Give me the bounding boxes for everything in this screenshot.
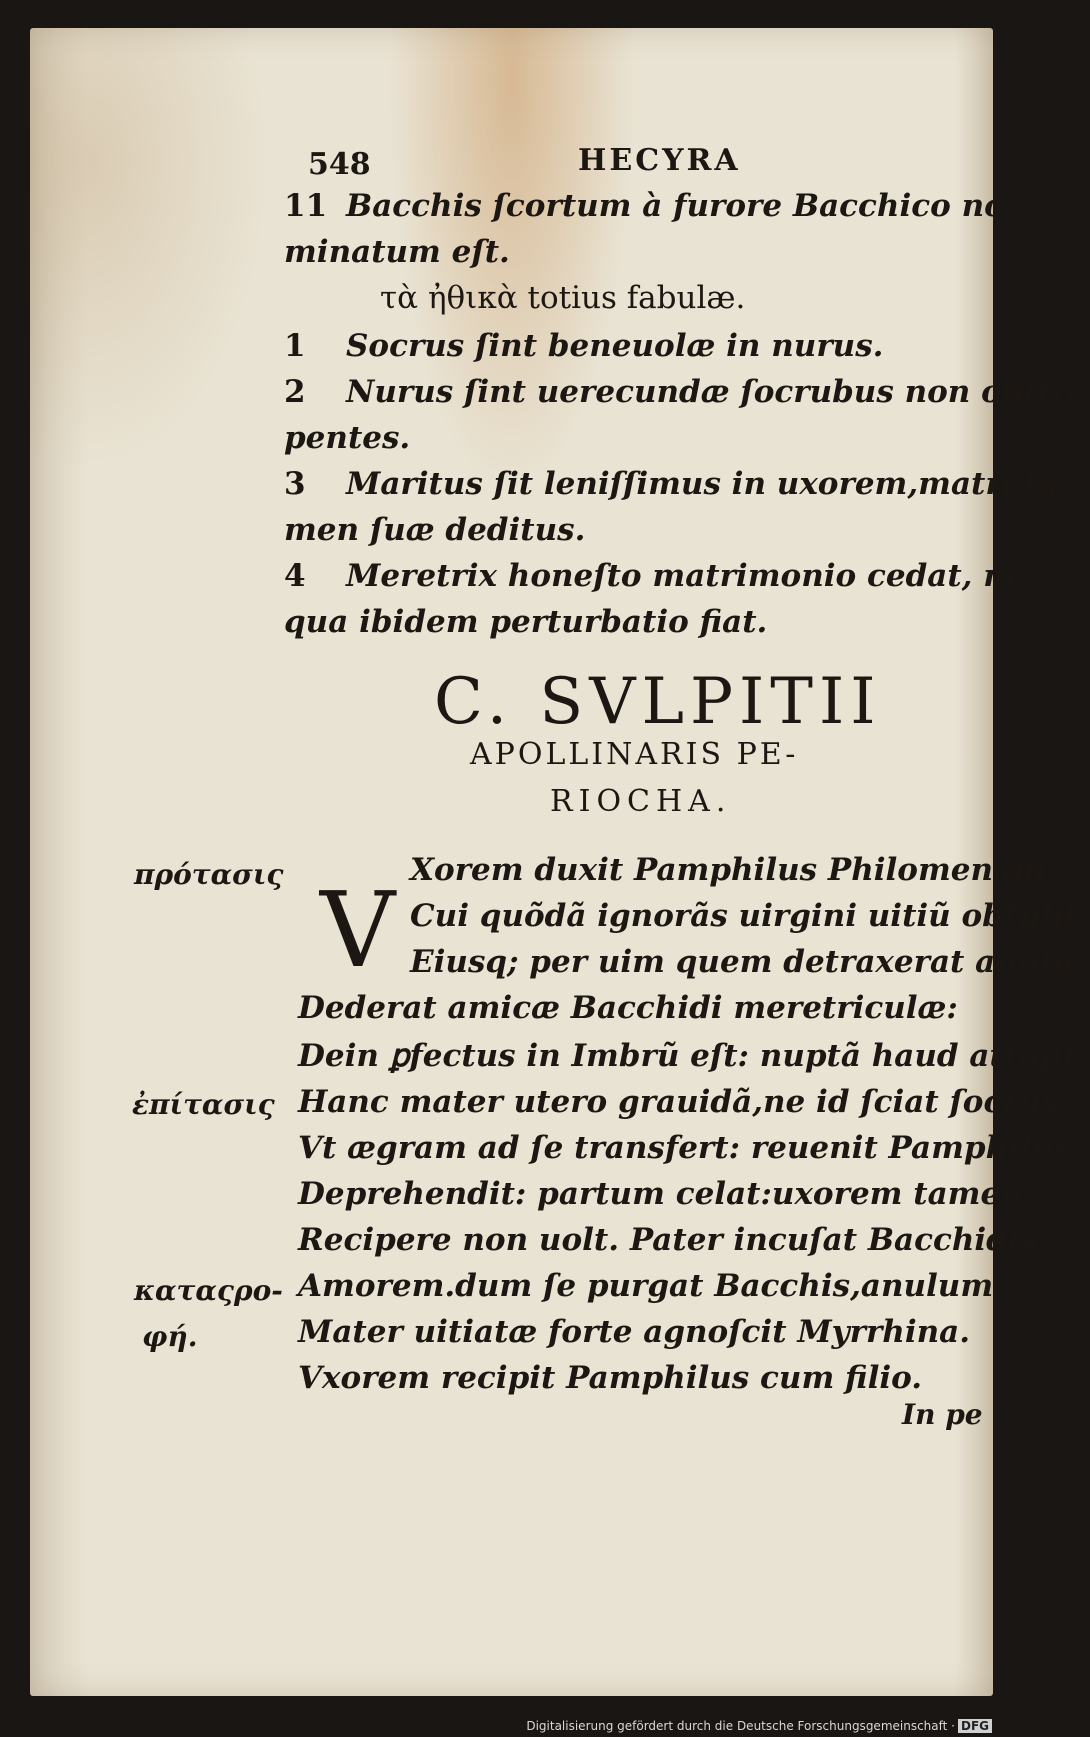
verse-line: Mater uitiatæ forte agnoſcit Myrrhina. bbox=[298, 1314, 971, 1350]
text-line: 2 Nurus ſint uerecundæ ſocrubus non obſtre bbox=[284, 374, 1088, 410]
verse-line: Dederat amicæ Bacchidi meretriculæ: bbox=[298, 990, 958, 1026]
line-number: 3 bbox=[284, 466, 306, 502]
margin-note-protasis: πρότασις bbox=[134, 858, 284, 891]
section-subtitle: RIOCHA. bbox=[550, 784, 732, 819]
digitization-credit bbox=[526, 1719, 992, 1733]
text-line: 4 Meretrix honeſto matrimonio cedat, ne bbox=[284, 558, 1026, 594]
verse-line: Amorem.dum ſe purgat Bacchis,anulum bbox=[298, 1268, 994, 1304]
verse-line: Xorem duxit Pamphilus Philomenam, bbox=[410, 852, 1057, 888]
page-number: 548 bbox=[308, 147, 371, 182]
verse-line: Cui quõdã ignorãs uirgini uitiũ obtulit: bbox=[410, 898, 1090, 934]
verse-line: Dein ꝑfectus in Imbrũ eſt: nuptã haud attigit. bbox=[298, 1038, 1089, 1074]
verse-line: Vxorem recipit Pamphilus cum filio. bbox=[298, 1360, 923, 1396]
text-line: 3 Maritus ſit leniſſimus in uxorem,matri ta- bbox=[284, 466, 1072, 502]
text-line: minatum eſt. bbox=[284, 234, 510, 270]
text-line: men ſuæ deditus. bbox=[284, 512, 586, 548]
text-line: 1 Socrus ſint beneuolæ in nurus. bbox=[284, 328, 884, 364]
line-number: 2 bbox=[284, 374, 306, 410]
drop-cap: V bbox=[320, 869, 396, 991]
running-title: HECYRA bbox=[578, 143, 741, 178]
dfg-logo: DFG bbox=[958, 1719, 992, 1733]
text-line: 11 Bacchis ſcortum à furore Bacchico no- bbox=[284, 188, 1018, 224]
book-page bbox=[30, 28, 1090, 1696]
margin-note-catastrophe: φή. bbox=[142, 1320, 198, 1353]
section-subtitle: APOLLINARIS PE- bbox=[470, 737, 799, 772]
verse-line: Recipere non uolt. Pater incuſat Bacchidis bbox=[298, 1222, 1038, 1258]
line-number: 1 bbox=[284, 328, 306, 364]
section-title: C. SVLPITII bbox=[434, 665, 882, 739]
line-number: 4 bbox=[284, 558, 306, 594]
catchword: In pe bbox=[902, 1398, 983, 1431]
text-line: qua ibidem perturbatio fiat. bbox=[284, 604, 768, 640]
text-line: pentes. bbox=[284, 420, 411, 456]
margin-note-epitasis: ἐπίτασις bbox=[132, 1088, 275, 1121]
verse-line: Vt ægram ad ſe transfert: reuenit Pamphilus: bbox=[298, 1130, 1084, 1166]
text-line: τὰ ἠθικὰ totius fabulæ. bbox=[380, 280, 746, 316]
margin-note-catastrophe: καταςρο- bbox=[134, 1274, 283, 1307]
line-number: 11 bbox=[284, 188, 328, 224]
verse-line: Eiusq; per uim quem detraxerat anulũ, bbox=[410, 944, 1086, 980]
verse-line: Hanc mater utero grauidã,ne id ſciat ſocrus, bbox=[298, 1084, 1070, 1120]
verse-line: Deprehendit: partum celat:uxorem tamen bbox=[298, 1176, 1023, 1212]
credit-text: Digitalisierung gefördert durch die Deutsche Forschungsgemeinschaft · bbox=[526, 1719, 955, 1733]
